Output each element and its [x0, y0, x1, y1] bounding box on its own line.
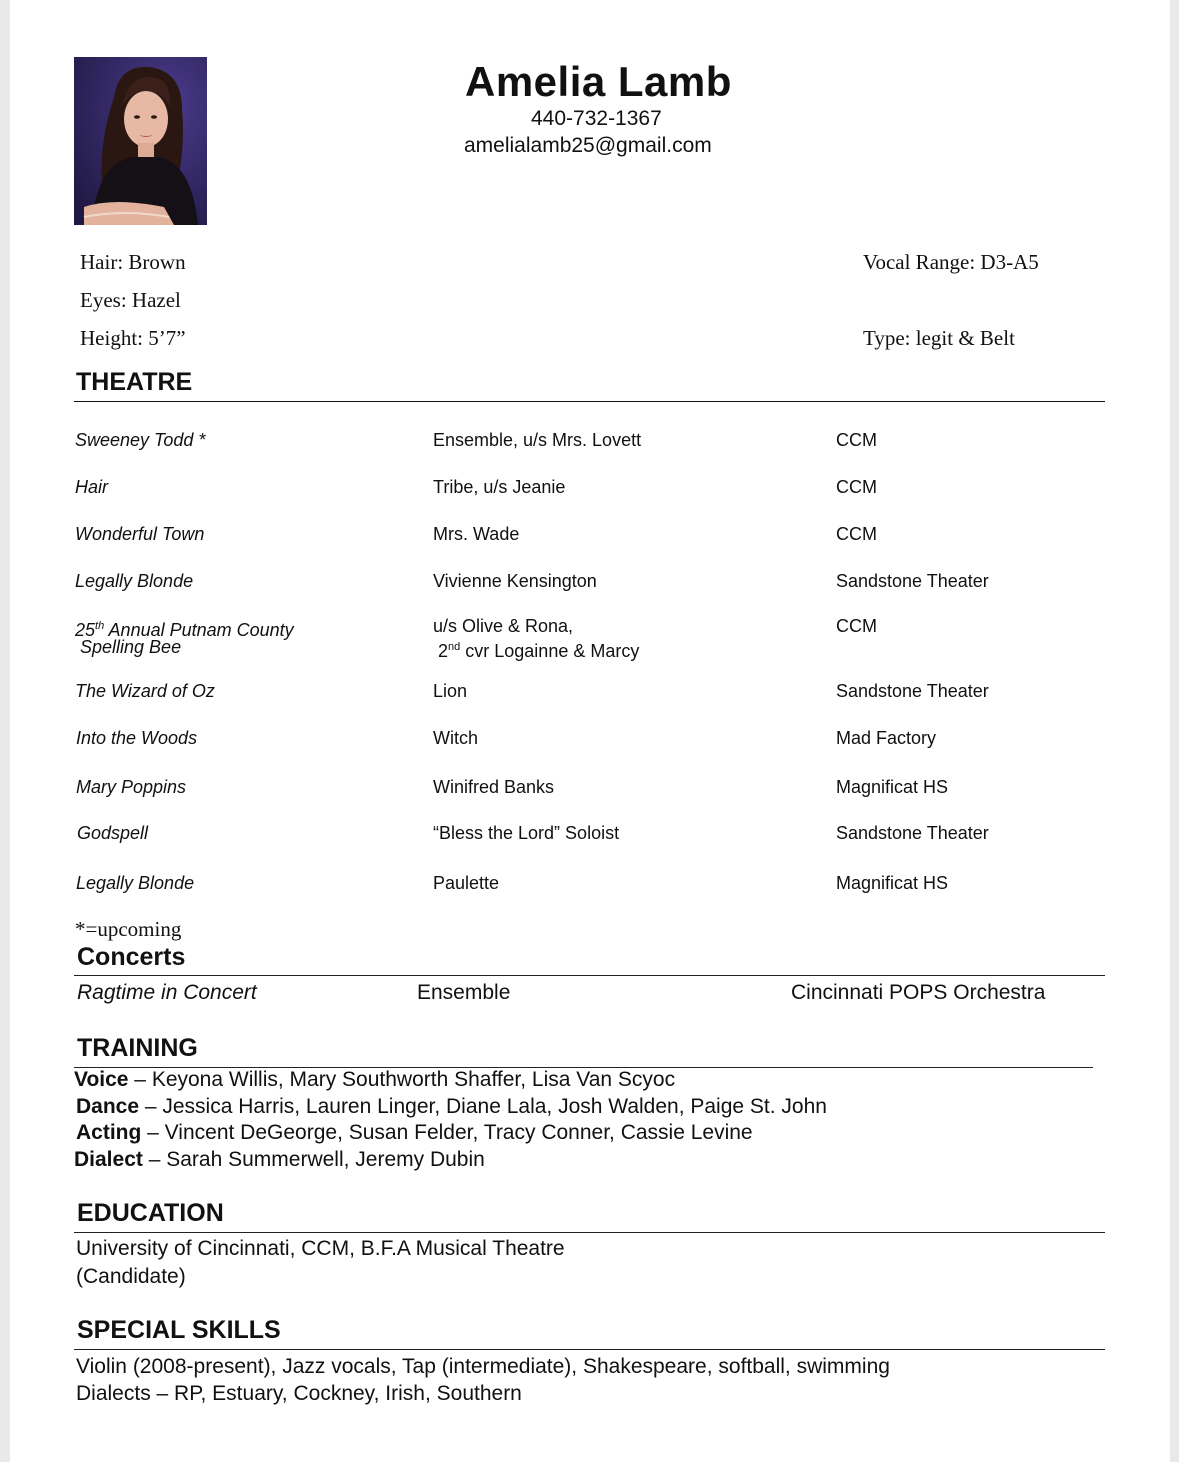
stat-hair: Hair: Brown — [80, 250, 186, 274]
education-line: University of Cincinnati, CCM, B.F.A Musical Theatre — [76, 1237, 565, 1260]
theatre-show-part: 25 — [75, 620, 96, 640]
theatre-role-part: 2 — [438, 641, 449, 661]
training-teachers: – Keyona Willis, Mary Southworth Shaffer, Lisa Van Scyoc — [128, 1068, 676, 1091]
theatre-venue: Magnificat HS — [836, 873, 949, 893]
training-label: Acting — [76, 1121, 142, 1144]
training-item-voice — [74, 1067, 827, 1094]
section-title-special-skills: SPECIAL SKILLS — [77, 1316, 281, 1344]
theatre-role: u/s Olive & Rona, — [433, 616, 574, 636]
training-item-dance — [74, 1094, 827, 1121]
theatre-venue: CCM — [836, 430, 877, 450]
education-details — [76, 1235, 565, 1291]
theatre-venue: CCM — [836, 524, 877, 544]
headshot-photo — [74, 57, 207, 225]
theatre-role: Winifred Banks — [433, 777, 555, 797]
section-title-theatre: THEATRE — [76, 368, 193, 396]
theatre-show: The Wizard of Oz — [75, 681, 215, 701]
stat-vocal-range: Vocal Range: D3-A5 — [863, 250, 1039, 274]
theatre-role: Paulette — [433, 873, 500, 893]
theatre-show: Mary Poppins — [76, 777, 187, 797]
education-line: (Candidate) — [76, 1265, 186, 1288]
theatre-venue: Sandstone Theater — [836, 823, 989, 843]
theatre-show: Legally Blonde — [75, 571, 194, 591]
concert-show: Ragtime in Concert — [77, 981, 257, 1004]
training-label: Voice — [74, 1068, 129, 1091]
headshot-portrait-icon — [74, 57, 207, 225]
theatre-venue: CCM — [836, 477, 877, 497]
section-title-education: EDUCATION — [77, 1199, 224, 1227]
training-label: Dialect — [74, 1147, 143, 1171]
email-address: amelialamb25@gmail.com — [464, 134, 712, 157]
theatre-show: Sweeney Todd * — [75, 430, 206, 450]
theatre-venue: Sandstone Theater — [836, 571, 989, 591]
resume-page — [10, 0, 1170, 1462]
theatre-venue: Magnificat HS — [836, 777, 949, 797]
training-item-dialect — [74, 1147, 827, 1174]
skills-details — [76, 1354, 890, 1407]
training-list — [74, 1067, 827, 1173]
theatre-role: Ensemble, u/s Mrs. Lovett — [433, 430, 642, 450]
theatre-role: Vivienne Kensington — [433, 571, 597, 591]
skills-line: Violin (2008-present), Jazz vocals, Tap (intermediate), Shakespeare, softball, swimming — [76, 1355, 890, 1378]
stat-type: Type: legit & Belt — [863, 326, 1015, 350]
theatre-role: “Bless the Lord” Soloist — [433, 823, 620, 843]
theatre-show: Legally Blonde — [76, 873, 195, 893]
theatre-venue: Mad Factory — [836, 728, 937, 748]
theatre-role-part: cvr Logainne & Marcy — [460, 641, 640, 661]
theatre-show: Hair — [75, 477, 109, 497]
training-label: Dance — [76, 1094, 140, 1118]
upcoming-footnote: *=upcoming — [75, 917, 182, 941]
concerts-divider — [74, 975, 1105, 976]
phone-number: 440-732-1367 — [531, 107, 662, 130]
training-teachers: – Sarah Summerwell, Jeremy Dubin — [142, 1147, 485, 1171]
theatre-role: Lion — [433, 681, 468, 701]
stat-height: Height: 5’7” — [80, 326, 186, 350]
section-title-training: TRAINING — [77, 1034, 198, 1062]
theatre-role-superscript: nd — [448, 641, 461, 653]
theatre-show-part: Annual Putnam County — [104, 620, 294, 640]
concert-role: Ensemble — [417, 981, 511, 1004]
theatre-show: Wonderful Town — [75, 524, 205, 544]
section-title-concerts: Concerts — [77, 943, 186, 971]
training-teachers: – Vincent DeGeorge, Susan Felder, Tracy Conner, Cassie Levine — [141, 1121, 753, 1144]
stat-eyes: Eyes: Hazel — [80, 288, 181, 312]
concert-venue: Cincinnati POPS Orchestra — [791, 981, 1046, 1004]
theatre-role: Mrs. Wade — [433, 524, 520, 544]
training-teachers: – Jessica Harris, Lauren Linger, Diane Lala, Josh Walden, Paige St. John — [139, 1094, 827, 1118]
theatre-role-line2 — [438, 637, 639, 662]
education-divider — [74, 1232, 1105, 1233]
theatre-show-line2: Spelling Bee — [80, 637, 182, 657]
theatre-role: Tribe, u/s Jeanie — [433, 477, 566, 497]
theatre-venue: Sandstone Theater — [836, 681, 989, 701]
skills-divider — [74, 1349, 1105, 1350]
theatre-show-superscript: th — [95, 620, 105, 632]
theatre-show: Into the Woods — [76, 728, 198, 748]
theatre-role: Witch — [433, 728, 478, 748]
skills-line: Dialects – RP, Estuary, Cockney, Irish, Southern — [76, 1381, 522, 1405]
theatre-show: Godspell — [77, 823, 149, 843]
training-item-acting — [74, 1120, 827, 1147]
theatre-divider — [74, 401, 1105, 402]
theatre-venue: CCM — [836, 616, 877, 636]
applicant-name: Amelia Lamb — [465, 58, 732, 105]
